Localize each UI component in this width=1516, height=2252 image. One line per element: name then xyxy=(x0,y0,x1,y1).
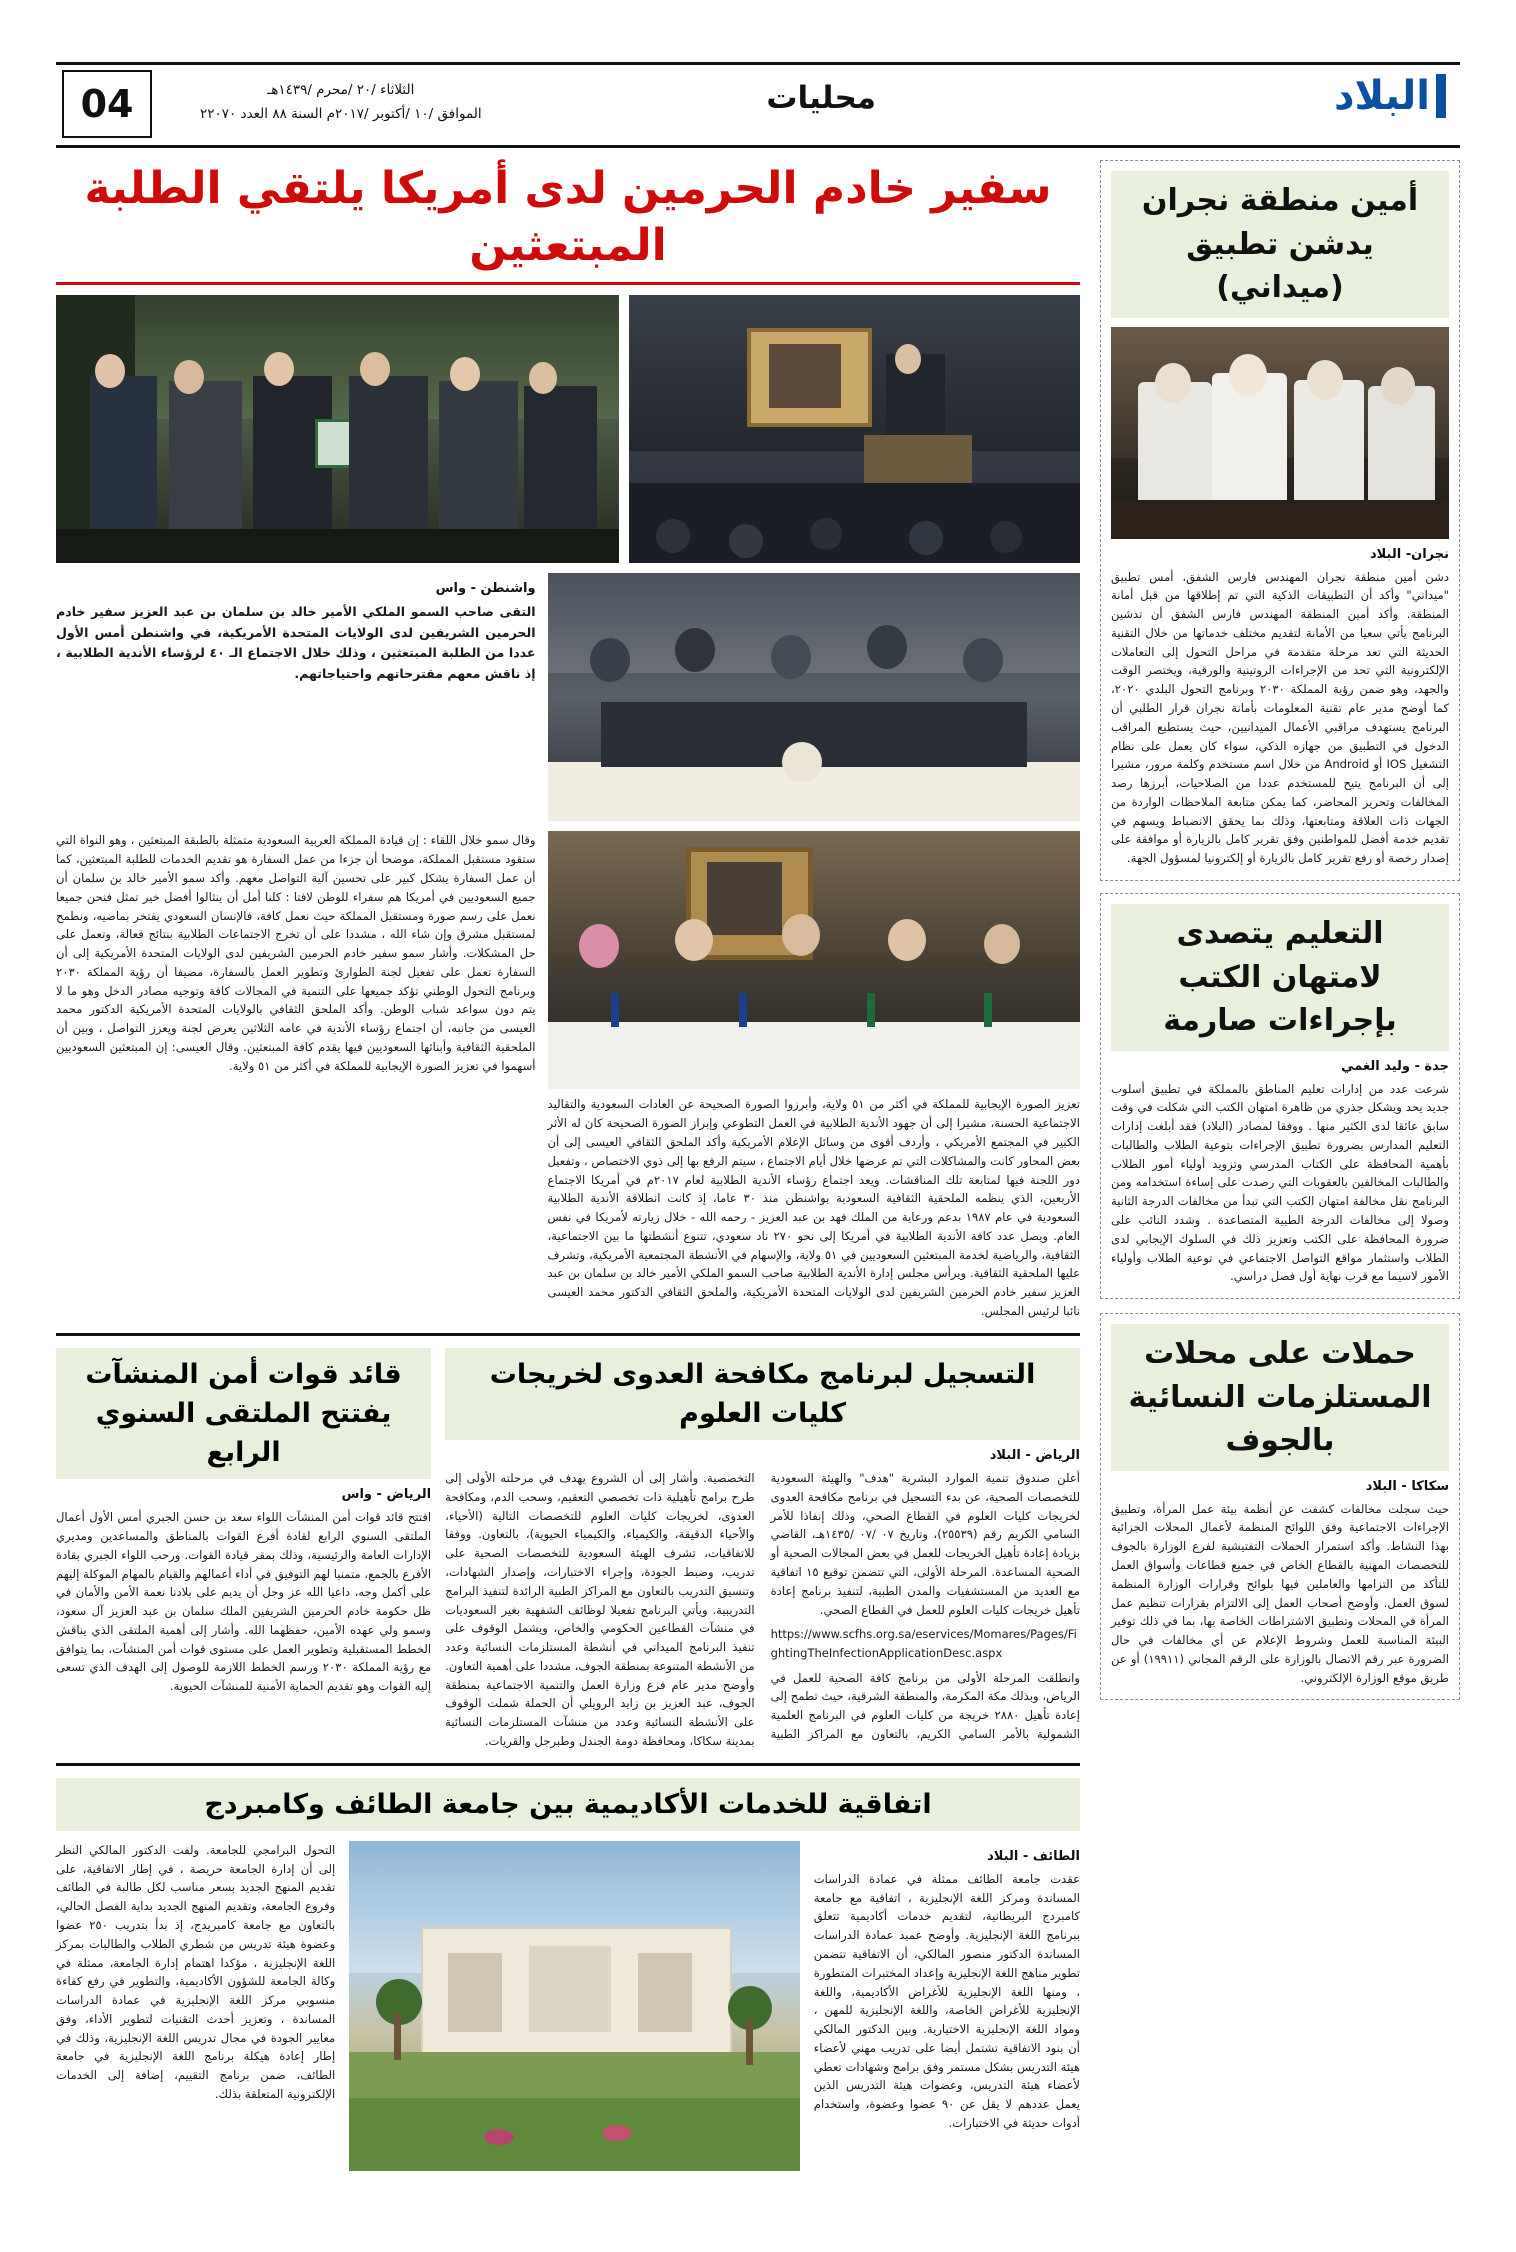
ambassador-podium-photo xyxy=(629,295,1080,563)
logo-text: البلاد xyxy=(1334,73,1430,119)
section-divider-2 xyxy=(56,1763,1080,1766)
audience-hall-photo xyxy=(548,573,1080,821)
officials-signing-photo xyxy=(1111,327,1449,539)
newspaper-logo xyxy=(1334,74,1446,118)
story-ambassador-dateline: واشنطن - واس xyxy=(435,581,536,597)
story-ambassador-body-right: وقال سمو خلال اللقاء : إن قيادة المملكة العربية السعودية متمثلة بالطبقة المبتعثين ، وهو النواة التي ستقود مستقبل المملكة، موضحا أن جزءا من عمل السفارة هو تقديم الخدمات للطلبة المبتعثين، كما أن عمل السفارة يشكل كبير على تحسين آلية التواصل معهم. وأكد سمو الأمير خالد بن سلمان أن جميع السعوديين في أمريكا هم سفراء للوطن لافتا : كلنا أمل أن ينثالوا أفضل خير تمثل فنحن جميعا نعمل على رسم صورة ومستقبل المملكة حيث نعمل كافة، فالإنسان السعودي يفتخر بماضيه، ونطمح لمستقبل مشرق وإن شاء الله ، مشددا على أن تخرج الاجتماعات الطلابية بنتائج فعالة، وتعمل على حل المشكلات. وأشار سمو سفير خادم الحرمين الشريفين لدى الولايات المتحدة الأمريكية إلى أن السفارة تعمل على تفعيل لجنة الطوارئ وتطوير العمل بالسفارة، مضيفا أن رؤية المملكة ٢٠٣٠ وبرنامج التحول الوطني تؤكد جميعها على التنمية في المجالات كافة وتوجيه مصادر الدخل وهو ما لا يتم دون سواعد شباب الوطن. وأكد الملحق الثقافي بالولايات المتحدة الأمريكية الدكتور محمد العيسى من جانبه، أن اجتماع رؤساء الأندية في عامه الثلاثين يعرض لجنة ويعزز التواصل ، وبين أن الملحقية الثقافية وأبنائها السعوديين فيها يقدم كافة المبتعثين. وقال العيسى: إن المبتعثين السعوديين أسهموا في تعزيز الصورة الإيجابية للمملكة في أكثر من ٥١ ولاية. xyxy=(56,833,536,1073)
story-facilities-security xyxy=(56,1348,431,1751)
story-facilities-headline: قائد قوات أمن المنشآت يفتتح الملتقى السنوي الرابع xyxy=(56,1348,431,1479)
story-infection-program xyxy=(445,1348,1080,1751)
story-textbooks xyxy=(1100,893,1460,1299)
story-najran-headline-band xyxy=(1111,171,1449,318)
story-textbooks-headline: التعليم يتصدى لامتهان الكتب بإجراءات صارمة xyxy=(1163,916,1397,1038)
panel-discussion-photo xyxy=(548,831,1080,1089)
page-number: 04 xyxy=(62,70,152,138)
story-najran-body: دشن أمين منطقة نجران المهندس فارس الشفق، أمس تطبيق "ميداني" وأكد أن التطبيقات الذكية التي تم إطلاقها من قبل أمانة المنطقة. وأكد أمين المنطقة المهندس فارس الشفق أن تدشين البرنامج يأتي سعيا من الأمانة لتقديم مختلف خدماتها من خلال التقنية الحديثة التي تعد مرحلة متقدمة في مراحل التحول إلى التعاملات الإلكترونية التي تحد من الإجراءات الروتينية والورقية، ويختصر الوقت والجهد، وهو ضمن رؤية المملكة ٢٠٣٠ وبرنامج التحول البلدي ٢٠٢٠، كما أوضح مدير عام تقنية المعلومات بأمانة نجران قرار الطلبي أن البرنامج يستهدف مراقبي الأعمال الميدانيين، حيث يستطيع المراقب الدخول في التطبيق من جهازه الذكي، سواء كان يعمل على نظام التشغيل IOS أو Android من خلال اسم مستخدم وكلمة مرور، مشيرا إلى أن البرنامج يتيح للمستخدم عددا من الصلاحيات، أبرزها رصد المخالفات وتحرير المحاضر، كما يمكن متابعة الملاحظات الواردة من الجهات ذات العلاقة ومتابعتها، وذلك بما يحقق الانضباط ويسهم في تقديم خدمة أفضل للمواطنين وفق تقرير كامل بالزيارة أو موافقة على إصدار رخصة أو رفع تقرير كامل بالزيارة أو إلكترونيا لمسؤول الجهة. xyxy=(1111,569,1449,866)
masthead-top-rule xyxy=(56,62,1460,65)
story-ambassador-lead: التقى صاحب السمو الملكي الأمير خالد بن سلمان بن عبد العزيز سفير خادم الحرمين الشريفين لدى الولايات المتحدة الأمريكية، في واشنطن أمس الأول عددا من الطلبة المبتعثين ، وذلك خلال الاجتماع الـ ٤٠ لرؤساء الأندية الطلابية ، إذ ناقش معهم مقترحاتهم واحتياجاتهم. xyxy=(56,604,536,681)
story-taif-dateline: الطائف - البلاد xyxy=(987,1848,1080,1864)
story-infection-dateline: الرياض - البلاد xyxy=(989,1448,1080,1464)
students-award-photo xyxy=(56,295,619,563)
story-ambassador-body-left: تعزيز الصورة الإيجابية للمملكة في أكثر من ٥١ ولاية، وأبرزوا الصورة الصحيحة عن العادات السعودية والتقاليد الاجتماعية الحسنة، مشيرا إلى أن جهود الأندية الطلابية في العمل التطوعي وإبراز الصورة الصحيحة كان له الأثر الكبير في المجتمع الأمريكي ، وأردف أقوى من وسائل الإعلام الأمريكية وأكد الملحق الثقافي العيسى إلى أن بعض المحاور كانت والمشاكلات التي تم عرضها خلال أيام الاجتماع ، سيتم الرفع بها إلى ذوي الاختصاص ، وتفعيل دور اللجنة فيها لمتابعة تلك المناقشات. ويعد اجتماع رؤساء الأندية الطلابية لعام ٢٠١٧م في أمريكا الاجتماع الأربعين، الذي ينظمه الملحقية الثقافية السعودية بواشنطن منذ ٣٠ عاما، إذ كانت انطلاقة الأندية الطلابية السعودية في عام ١٩٨٧ بدعم ورعاية من الملك فهد بن عبد العزيز - رحمه الله - خلال زيارته لأمريكا في نفس العام. ويصل عدد كافة الأندية الطلابية في أمريكا إلى نحو ٢٧٠ ناد سعودي، تتنوع أنشطتها ما بين الاجتماعية، الثقافية، والرياضية لخدمة المبتعثين السعوديين في ٥١ ولاية، والإسهام في الأنشطة المجتمعية الأمريكية، وتشرف عليها الملحقية الثقافية. ويرأس مجلس إدارة الأندية الطلابية صاحب السمو الملكي الأمير خالد بن سلمان بن عبد العزيز سفير خادم الحرمين الشريفين لدى الولايات المتحدة الأمريكية، والملحق الثقافي الدكتور محمد العيسى نائبا لرئيس المجلس. xyxy=(547,1097,1080,1318)
story-facilities-body: افتتح قائد قوات أمن المنشآت اللواء سعد بن حسن الجبري أمس الأول أعمال الملتقى السنوي الرابع لقادة أفرع القوات بالمناطق والمساعدين ومديري الإدارات العامة والرئيسية، وذلك بمقر قيادة القوات. ورحب اللواء الجبري بقادة الأفرع بالجمع، متمنيا لهم التوفيق في أداء أعمالهم والقيام بالمهام الموكلة إليهم على أكمل وجه، داعيا الله عز وجل أن يديم على بلادنا نعمة الأمن والأمان في ظل حكومة خادم الحرمين الشريفين الملك سلمان بن عبد العزيز آل سعود، وسمو ولي عهده الأمين، حفظهما الله. وأشار إلى أهمية الملتقى الذي يناقش الخطط المستقبلية وتطوير العمل على مستوى قوات أمن المنشآت، بما يتوافق مع رؤية المملكة ٢٠٣٠ ورسم الخطط اللازمة للوصول إلى الهدف الذي تسعى إليه القوات وهو تقديم الحماية الأمنية للمنشآت الحيوية. xyxy=(55,1510,432,1694)
story-textbooks-headline-band xyxy=(1111,904,1449,1051)
story-najran-headline: أمين منطقة نجران يدشن تطبيق (ميداني) xyxy=(1141,183,1419,305)
story-taif-cambridge xyxy=(56,1778,1080,2171)
story-textbooks-dateline: جدة - وليد الغمي xyxy=(1341,1058,1449,1074)
story-najran-dateline: نجران- البلاد xyxy=(1370,546,1449,562)
story-jouf-body: حيث سجلت مخالفات كشفت عن أنظمة بيئة عمل المرأة، وتطبيق الإجراءات الاجتماعية وفق اللوائح المنظمة لأعمال المحلات الجزائية بهذا النشاط. وأكد استمرار الحملات التفتيشية لفرع الوزارة بالجوف للتخصصات المهنية بالقطاع الخاص في جميع قطاعات وأسواق العمل للتأكد من التزامها والعاملين فيها بلوائح وقرارات الوزارة المنظمة لسوق العمل. وأوضح أصحاب العمل إلى الالتزام بقرارات تنظيم عمل المرأة في المحلات وتطبيق الاشتراطات الخاصة بها، بما في ذلك توفير البيئة المناسبة للعمل وشروط الإعلام عن أي مخالفات في حال الضرورة عبر رقم الاتصال بالوزارة على الرقم المجاني (١٩٩١١) أو عن طريق موقع الوزارة الإلكتروني. xyxy=(1111,1501,1450,1685)
story-jouf-headline: حملات على محلات المستلزمات النسائية بالجوف xyxy=(1128,1336,1432,1459)
story-taif-headline: اتفاقية للخدمات الأكاديمية بين جامعة الطائف وكامبردج xyxy=(56,1778,1080,1831)
story-najran-app xyxy=(1100,160,1460,881)
story-jouf-campaign xyxy=(1100,1313,1460,1700)
masthead-bottom-rule xyxy=(56,145,1460,148)
story-taif-body-right: عقدت جامعة الطائف ممثلة في عمادة الدراسات المساندة ومركز اللغة الإنجليزية ، اتفاقية مع جامعة كامبردج البريطانية، لتقديم خدمات أكاديمية تتعلق ببرنامج اللغة الإنجليزية. وأوضح عميد عمادة الدراسات المساندة الدكتور منصور المالكي، أن الاتفاقية تتضمن تطوير مناهج اللغة الإنجليزية وإعداد المختبرات المتطورة ، ومنها اللغة الإنجليزية للأغراض الأكاديمية، واللغة الإنجليزية للأغراض الخاصة، واللغة الإنجليزية للمهن ، ومواد اللغة الإنجليزية الاختيارية. وبين الدكتور المالكي أن بنود الاتفاقية تشتمل أيضا على تدريب مهني لأعضاء هيئة التدريس بشكل مستمر وفق برامج وشهادات تعطي لأعضاء هيئة التدريس، وعضوات هيئة التدريس الذين يعمل عددهم لا يقل عن ٩٠ عضوا وعضوة، واستخدام أدوات حديثة في الاختبارات. xyxy=(813,1871,1080,2131)
story-facilities-dateline: الرياض - واس xyxy=(341,1487,432,1503)
main-column xyxy=(56,160,1080,2171)
story-ambassador xyxy=(56,160,1080,1321)
story-jouf-headline-band xyxy=(1111,1324,1449,1471)
story-jouf-dateline: سكاكا - البلاد xyxy=(1365,1478,1449,1494)
section-divider-1 xyxy=(56,1333,1080,1336)
section-title: محليات xyxy=(766,80,876,116)
headline-underline xyxy=(56,282,1080,285)
page-content xyxy=(56,160,1460,2232)
issue-date-gregorian: الموافق /١٠ /أكتوبر /٢٠١٧م السنة ٨٨ العدد ٢٢٠٧٠ xyxy=(200,106,482,123)
story-infection-link[interactable]: https://www.scfhs.org.sa/eservices/Momares/Pages/FightingTheInfectionApplicationDesc.aspx xyxy=(770,1627,1077,1660)
issue-date-hijri: الثلاثاء /٢٠ /محرم /١٤٣٩هـ xyxy=(267,82,415,98)
issue-date xyxy=(200,78,482,127)
university-campus-photo xyxy=(349,1841,800,2171)
story-infection-body-a: أعلن صندوق تنمية الموارد البشرية "هدف" والهيئة السعودية للتخصصات الصحية، عن بدء التسجيل في برنامج مكافحة العدوى لخريجات كليات العلوم في القطاع الصحي، وذلك إنفاذا للأمر السامي الكريم رقم (٢٥٥٣٩)، وتاريخ ٠٧ /٠٧ /١٤٣٥هـ، القاضي بزيادة إعادة تأهيل الخريجات للعمل في بعض المجالات الصحية أو الصحية المساعدة. المرحلة الأولى، التي تتضمن توقيع ١٥ اتفاقية مع العديد من المستشفيات والمدن الطبية، لتنفيذ برنامج إعادة تأهيل خريجات كليات العلوم للعمل في القطاع الصحي. xyxy=(770,1471,1080,1617)
right-column xyxy=(1100,160,1460,1700)
story-infection-headline: التسجيل لبرنامج مكافحة العدوى لخريجات كليات العلوم xyxy=(445,1348,1080,1440)
logo-bar-icon xyxy=(1436,74,1446,118)
story-textbooks-body: شرعت عدد من إدارات تعليم المناطق بالمملكة في تطبيق أسلوب جديد يحد ويشكل جذري من ظاهرة امتهان الكتب التي شكلت في وقت سابق عائقا لدى الكثير منها . ووفقا لمصادر (البلاد) فقد أبلغت إدارات التعليم المدارس بضرورة تطبيق الإجراءات بتوعية الطلاب والطالبات بأهمية المحافظة على الكتاب المدرسي وتزويد أولياء أمور الطلاب والطالبات المخالفين بالعقوبات التي رصدت على إساءة استخدامه ومن البرنامج نقل مخالفة امتهان الكتب التي تبدأ من مخالفات الدرجة الثانية وصولا إلى مخالفات الدرجة الطبية المتصاعدة . وشدد النائب على ضرورة المحافظة على الكتب وتعزيز ذلك في السلوك الإيجابي لدى الطلاب واستثمار مواقع التواصل الاجتماعي في توعية الطلاب وأولياء الأمور لاسيما مع قرب نهاية أول فصل دراسي. xyxy=(1111,1081,1449,1284)
story-ambassador-headline: سفير خادم الحرمين لدى أمريكا يلتقي الطلبة المبتعثين xyxy=(84,163,1052,272)
story-infection-body-b: وانطلقت المرحلة الأولى من برنامج كافة الصحية للعمل في الرياض، وبذلك مكة المكرمة، والمنطقة الشرقية، حيث تطمح إلى إعادة تأهيل ٢٨٨٠ خريجة من كليات العلوم في البرنامج العلمية الشمولية بالأمر السامي الكريم، بالتعاون مع المراكز الطبية التخصصية. وأشار إلى أن الشروع يهدف في مرحلته الأولى إلى طرح برامج تأهيلية ذات تخصصي التعقيم، وسحب الدم، ومكافحة العدوى، لخريجات كليات العلوم للتخصصات التالية (الأحياء، والأحياء الدقيقة، والكيمياء، والكيمياء الحيوية)، بالتعاون. ووفقا للاتفاقيات، تشرف الهيئة السعودية للتخصصات الصحية على تدريب، وضبط الجودة، وإجراء الاختبارات، وإصدار الشهادات، وتنسيق التدريب بالتعاون مع المراكز الطبية الرائدة لتنفيذ البرامج التدريبية. ويأتي البرنامج تفعيلا لوظائف الشفهية بغير السعوديات في منشآت القطاعين الحكومي والخاص، ويشمل الوقوف على تنفيذ البرنامج الميداني في أنشطة المستلزمات النسائية وعدد من الأنشطة المتنوعة بمنطقة الجوف، مشددا على أهمية التعاون. وأوضح مدير عام فرع وزارة العمل والتنمية الاجتماعية بمنطقة الجوف، عبد العزيز بن زايد الرويلي أن الحملة شملت الوقوف على الأنشطة النسائية وعدد من منشآت المستلزمات النسائية بمدينة سكاكا، ومحافظة دومة الجندل وطبرجل والقريات. xyxy=(445,1471,1081,1748)
masthead xyxy=(0,62,1516,148)
story-taif-body-mid: التحول البرامجي للجامعة. ولفت الدكتور المالكي النظر إلى أن إدارة الجامعة حريصة ، في إطار الاتفاقية، على تقديم المنهج الجديد بسعر مناسب لكل طالبة في الطائف وفروع الجامعة، وتقديم المنهج الجديد بداية الفصل الحالي، بالتعاون مع جامعة كامبريدج، إذ بدأ بتدريب ٢٥٠ عضوا وعضوة هيئة تدريس من شطري الطلاب والطالبات بمركز اللغة الإنجليزية ، مؤكدا اهتمام إدارة الجامعة، ممثلة في وكالة الجامعة للشؤون الأكاديمية، والتطوير في رفع كفاءة منسوبي مركز اللغة الإنجليزية في عمادة الدراسات المساندة ، وتعزيز أحدث التقنيات لتطوير الأداء، وفق معايير الجودة في مجال تدريس اللغة الإنجليزية، وذلك في إطار إعادة هيكلة برنامج اللغة الإنجليزية في جامعة الطائف، ضمن برنامج التقييم، إضافة إلى الخدمات الإلكترونية المتعلقة بذلك. xyxy=(56,1842,336,2102)
